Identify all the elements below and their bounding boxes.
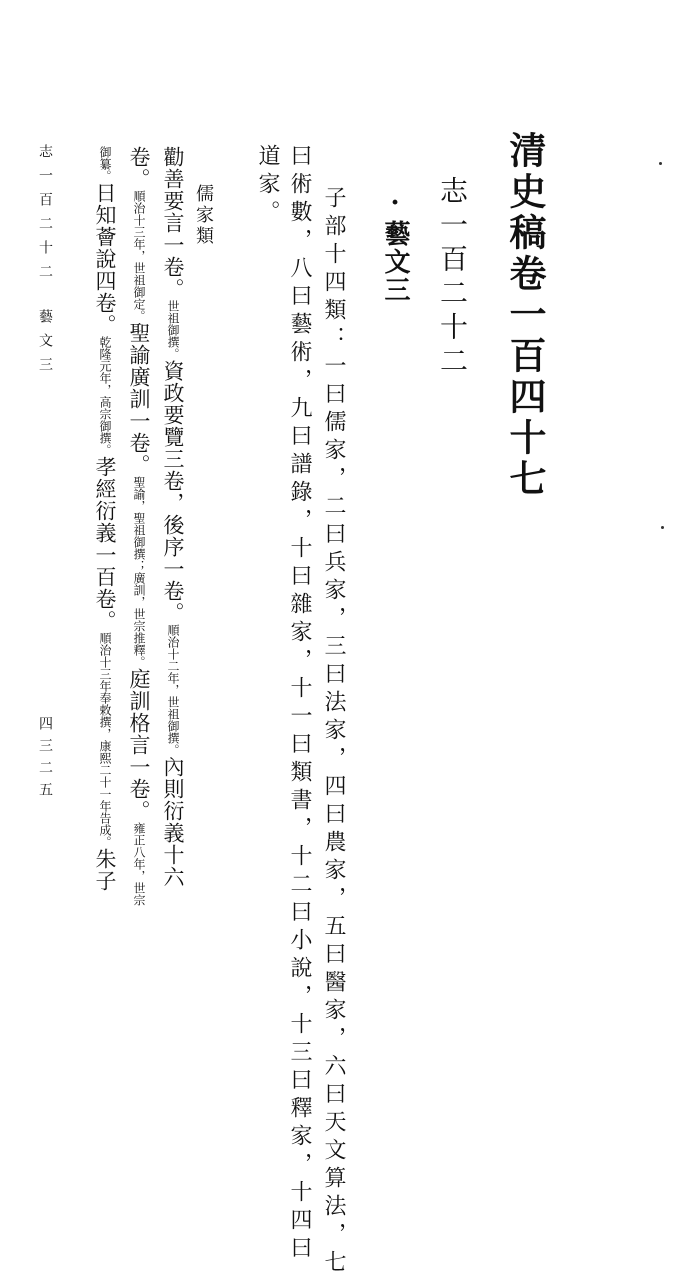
page-number: 四三二五 <box>37 716 53 804</box>
annotation-note: 順治十三年奉敕撰，康熙二十一年告成。 <box>98 632 112 848</box>
category-heading: 儒家類 <box>193 184 214 247</box>
entry-column-1 <box>162 146 183 888</box>
book-entry: 聖諭廣訓一卷。 <box>127 322 151 476</box>
annotation-note: 雍正八年，世宗 <box>132 822 146 906</box>
print-speck <box>661 526 664 529</box>
volume-subtitle: 志一百二十二 <box>436 176 469 380</box>
annotation-note: 御纂。 <box>98 146 112 182</box>
section-title: ·藝文三 <box>380 188 410 304</box>
print-speck <box>659 162 662 165</box>
annotation-note: 乾隆元年，高宗御撰。 <box>98 336 112 456</box>
book-entry: 庭訓格言一卷。 <box>127 668 151 822</box>
intro-line-3: 道家。 <box>255 144 280 228</box>
annotation-note: 順治十三年，世祖御定。 <box>132 190 146 322</box>
annotation-note: 聖諭，聖祖御撰；廣訓，世宗推釋。 <box>132 476 146 668</box>
book-entry: 內則衍義十六 <box>161 756 185 888</box>
book-entry: 日知薈說四卷。 <box>93 182 117 336</box>
volume-title: 清史稿卷一百四十七 <box>503 131 547 500</box>
book-entry: 勸善要言一卷。 <box>161 146 185 300</box>
book-entry: 卷。 <box>127 146 151 190</box>
book-entry: 資政要覽三卷，後序一卷。 <box>161 360 185 624</box>
book-entry: 孝經衍義一百卷。 <box>93 456 117 632</box>
running-header-volume: 志一百二十二 <box>37 144 53 288</box>
running-header-section: 藝文三 <box>37 309 53 381</box>
entry-column-2 <box>128 146 149 906</box>
intro-line-1: 子部十四類：一曰儒家，二曰兵家，三曰法家，四曰農家，五曰醫家，六曰天文算法，七 <box>321 186 346 1278</box>
annotation-note: 順治十二年，世祖御撰。 <box>166 624 180 756</box>
entry-column-3 <box>94 146 115 892</box>
intro-line-2: 曰術數，八曰藝術，九曰譜錄，十曰雜家，十一曰類書，十二曰小說，十三曰釋家，十四曰 <box>287 144 312 1264</box>
book-entry: 朱子 <box>93 848 117 892</box>
annotation-note: 世祖御撰。 <box>166 300 180 360</box>
